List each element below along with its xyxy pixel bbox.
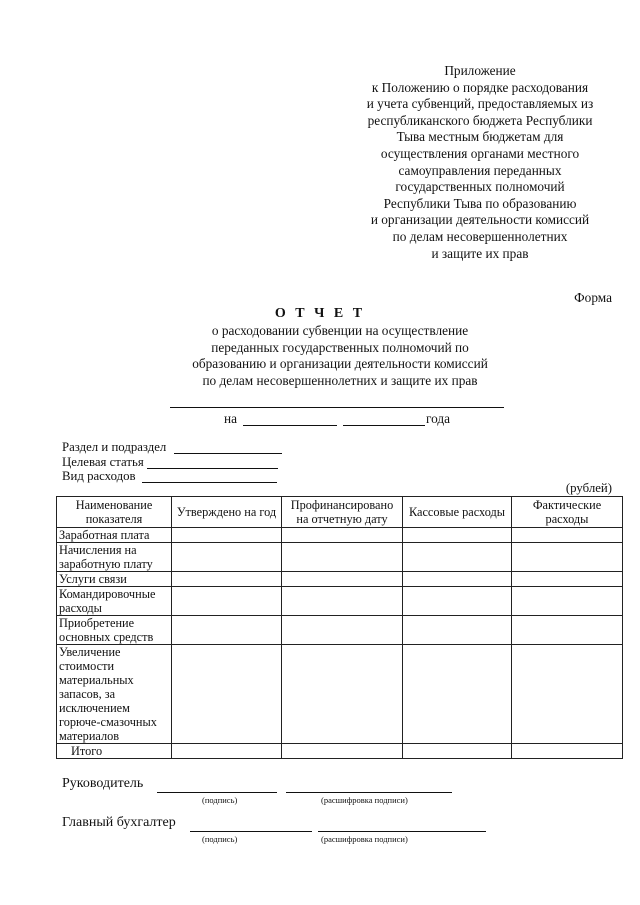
row-label-total: Итого — [57, 744, 172, 759]
currency-note: (рублей) — [565, 481, 612, 495]
expense-type-label: Вид расходов — [62, 469, 136, 483]
table-cell[interactable] — [403, 528, 512, 543]
table-row — [57, 572, 623, 587]
appendix-line: самоуправления переданных — [398, 162, 562, 178]
column-header-actual: Фактические расходы — [512, 497, 623, 528]
column-header-approved: Утверждено на год — [172, 497, 282, 528]
table-header-row — [57, 497, 623, 528]
table-cell[interactable] — [512, 616, 623, 645]
subtitle-line: по делам несовершеннолетних и защите их прав — [202, 372, 478, 388]
table-cell[interactable] — [512, 528, 623, 543]
appendix-line: и защите их прав — [431, 245, 529, 261]
chief-accountant-signature-caption: (подпись) — [202, 834, 238, 844]
date-day-month-blank[interactable] — [243, 425, 337, 426]
row-label: Приобретение основных средств — [57, 616, 172, 645]
table-row — [57, 645, 623, 744]
organization-blank-line[interactable] — [170, 407, 504, 408]
appendix-line: осуществления органами местного — [380, 145, 580, 161]
table-cell[interactable] — [172, 543, 282, 572]
table-cell[interactable] — [403, 572, 512, 587]
table-cell[interactable] — [403, 744, 512, 759]
appendix-line: государственных полномочий — [395, 179, 565, 195]
table-cell[interactable] — [282, 616, 403, 645]
table-cell[interactable] — [403, 543, 512, 572]
table-row — [57, 587, 623, 616]
appendix-line: и организации деятельности комиссий — [370, 212, 590, 228]
table-cell[interactable] — [282, 744, 403, 759]
row-label: Заработная плата — [57, 528, 172, 543]
appendix-line: и учета субвенций, предоставляемых из — [366, 96, 594, 112]
table-cell[interactable] — [403, 587, 512, 616]
appendix-line: Приложение — [444, 63, 516, 78]
table-cell[interactable] — [512, 645, 623, 744]
date-suffix: года — [426, 411, 451, 426]
form-label: Форма — [574, 290, 612, 305]
table-row — [57, 616, 623, 645]
expense-type-blank[interactable] — [142, 482, 277, 483]
row-label: Увеличение стоимости материальных запасов, за исключением горюче-смазочных материалов — [57, 645, 172, 744]
report-subtitle — [150, 323, 530, 389]
table-cell[interactable] — [282, 587, 403, 616]
chief-accountant-signature-label: Главный бухгалтер — [62, 815, 176, 830]
table-cell[interactable] — [172, 744, 282, 759]
table-cell[interactable] — [172, 528, 282, 543]
head-signature-caption: (подпись) — [202, 795, 238, 805]
column-header-financed: Профинансировано на отчетную дату — [282, 497, 403, 528]
head-decoding-line[interactable] — [286, 792, 452, 793]
subtitle-line: о расходовании субвенции на осуществление — [211, 323, 469, 338]
table-cell[interactable] — [172, 645, 282, 744]
chief-accountant-signature-line[interactable] — [190, 831, 312, 832]
row-label: Услуги связи — [57, 572, 172, 587]
target-article-blank[interactable] — [147, 468, 278, 469]
row-label: Командировочные расходы — [57, 587, 172, 616]
subtitle-line: переданных государственных полномочий по — [211, 339, 469, 355]
table-cell[interactable] — [512, 543, 623, 572]
appendix-line: по делам несовершеннолетних — [392, 228, 568, 244]
appendix-line: республиканского бюджета Республики — [367, 112, 593, 128]
table-cell[interactable] — [172, 616, 282, 645]
head-signature-line[interactable] — [157, 792, 277, 793]
table-row — [57, 543, 623, 572]
table-cell[interactable] — [403, 645, 512, 744]
table-cell[interactable] — [282, 572, 403, 587]
appendix-line: Республики Тыва по образованию — [383, 195, 577, 211]
table-cell[interactable] — [282, 543, 403, 572]
table-row-total — [57, 744, 623, 759]
table-cell[interactable] — [512, 572, 623, 587]
column-header-cash: Кассовые расходы — [403, 497, 512, 528]
report-title: О Т Ч Е Т — [274, 306, 366, 321]
subtitle-line: образованию и организации деятельности комиссий — [192, 356, 488, 371]
date-year-blank[interactable] — [343, 425, 425, 426]
chief-accountant-decoding-line[interactable] — [318, 831, 486, 832]
appendix-line: к Положению о порядке расходования — [371, 79, 589, 95]
head-signature-label: Руководитель — [62, 776, 144, 791]
table-row — [57, 528, 623, 543]
row-label: Начисления на заработную плату — [57, 543, 172, 572]
table-cell[interactable] — [512, 587, 623, 616]
report-table — [56, 496, 623, 759]
table-cell[interactable] — [282, 645, 403, 744]
table-cell[interactable] — [403, 616, 512, 645]
table-cell[interactable] — [172, 572, 282, 587]
chief-accountant-decoding-caption: (расшифровка подписи) — [321, 834, 408, 844]
column-header-indicator: Наименование показателя — [57, 497, 172, 528]
date-prefix: на — [224, 411, 238, 426]
section-label: Раздел и подраздел — [62, 440, 167, 454]
table-cell[interactable] — [282, 528, 403, 543]
section-blank[interactable] — [174, 453, 282, 454]
appendix-line: Тыва местным бюджетам для — [396, 129, 564, 145]
appendix-block — [330, 63, 630, 262]
head-decoding-caption: (расшифровка подписи) — [321, 795, 408, 805]
table-cell[interactable] — [512, 744, 623, 759]
table-cell[interactable] — [172, 587, 282, 616]
target-article-label: Целевая статья — [62, 455, 144, 469]
